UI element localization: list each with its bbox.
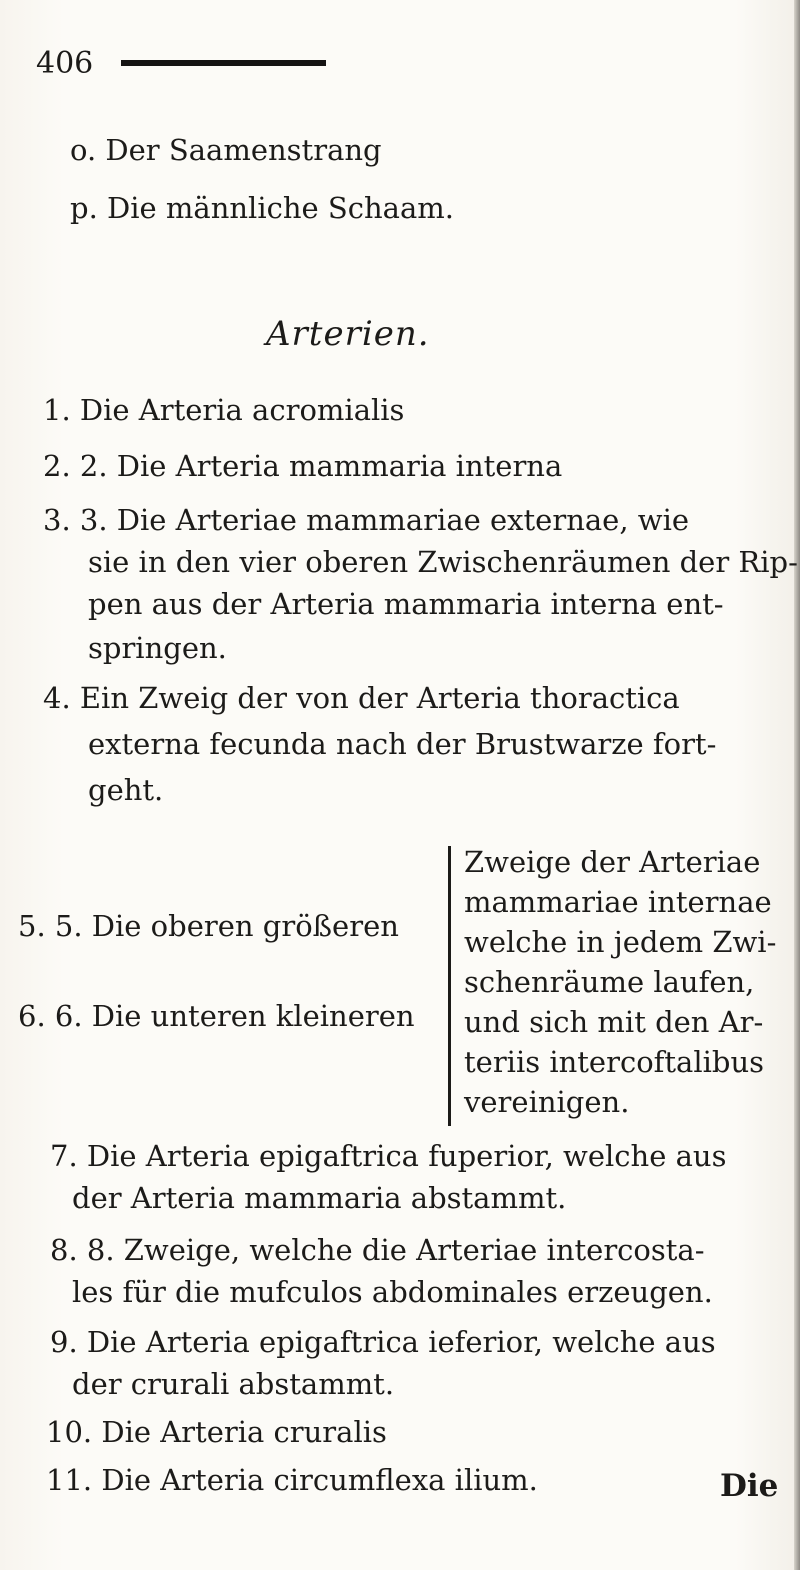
catchword: Die: [720, 1468, 779, 1504]
brace-right-line: teriis intercoftalibus: [464, 1045, 765, 1079]
text-line: externa fecunda nach der Brustwarze fort-: [88, 727, 717, 761]
brace-right-line: und sich mit den Ar-: [464, 1005, 764, 1039]
page-number: 406: [36, 46, 94, 81]
brace-right-line: vereinigen.: [464, 1085, 630, 1119]
text-line: o. Der Saamenstrang: [70, 133, 382, 167]
text-line: 4. Ein Zweig der von der Arteria thoractica: [43, 681, 680, 715]
text-line: 10. Die Arteria cruralis: [46, 1415, 387, 1449]
text-line: 11. Die Arteria circumflexa ilium.: [46, 1463, 538, 1497]
brace-right-line: welche in jedem Zwi-: [464, 925, 777, 959]
brace-left-label: 6. 6. Die unteren kleineren: [18, 999, 415, 1033]
brace-right-line: schenräume laufen,: [464, 965, 755, 999]
text-line: 9. Die Arteria epigaftrica ieferior, welche aus: [50, 1325, 716, 1359]
text-line: 2. 2. Die Arteria mammaria interna: [43, 449, 563, 483]
brace-right-line: Zweige der Arteriae: [464, 845, 761, 879]
brace-bracket: [448, 846, 461, 1126]
text-line: geht.: [88, 773, 164, 807]
text-line: 7. Die Arteria epigaftrica fuperior, welche aus: [50, 1139, 727, 1173]
text-line: les für die mufculos abdominales erzeugen.: [72, 1275, 713, 1309]
text-line: 1. Die Arteria acromialis: [43, 393, 405, 427]
brace-right-line: mammariae internae: [464, 885, 772, 919]
text-line: der crurali abstammt.: [72, 1367, 395, 1401]
page-edge-shadow: [794, 0, 800, 1570]
brace-left-label: 5. 5. Die oberen größeren: [18, 909, 399, 943]
text-line: sie in den vier oberen Zwischenräumen der Rip-: [88, 545, 798, 579]
text-line: der Arteria mammaria abstammt.: [72, 1181, 567, 1215]
text-line: springen.: [88, 631, 227, 665]
text-line: 8. 8. Zweige, welche die Arteriae intercosta-: [50, 1233, 705, 1267]
header-rule: [121, 60, 326, 66]
text-line: p. Die männliche Schaam.: [70, 191, 454, 225]
text-line: 3. 3. Die Arteriae mammariae externae, wie: [43, 503, 690, 537]
section-heading: Arterien.: [266, 314, 430, 354]
text-line: pen aus der Arteria mammaria interna ent-: [88, 587, 724, 621]
